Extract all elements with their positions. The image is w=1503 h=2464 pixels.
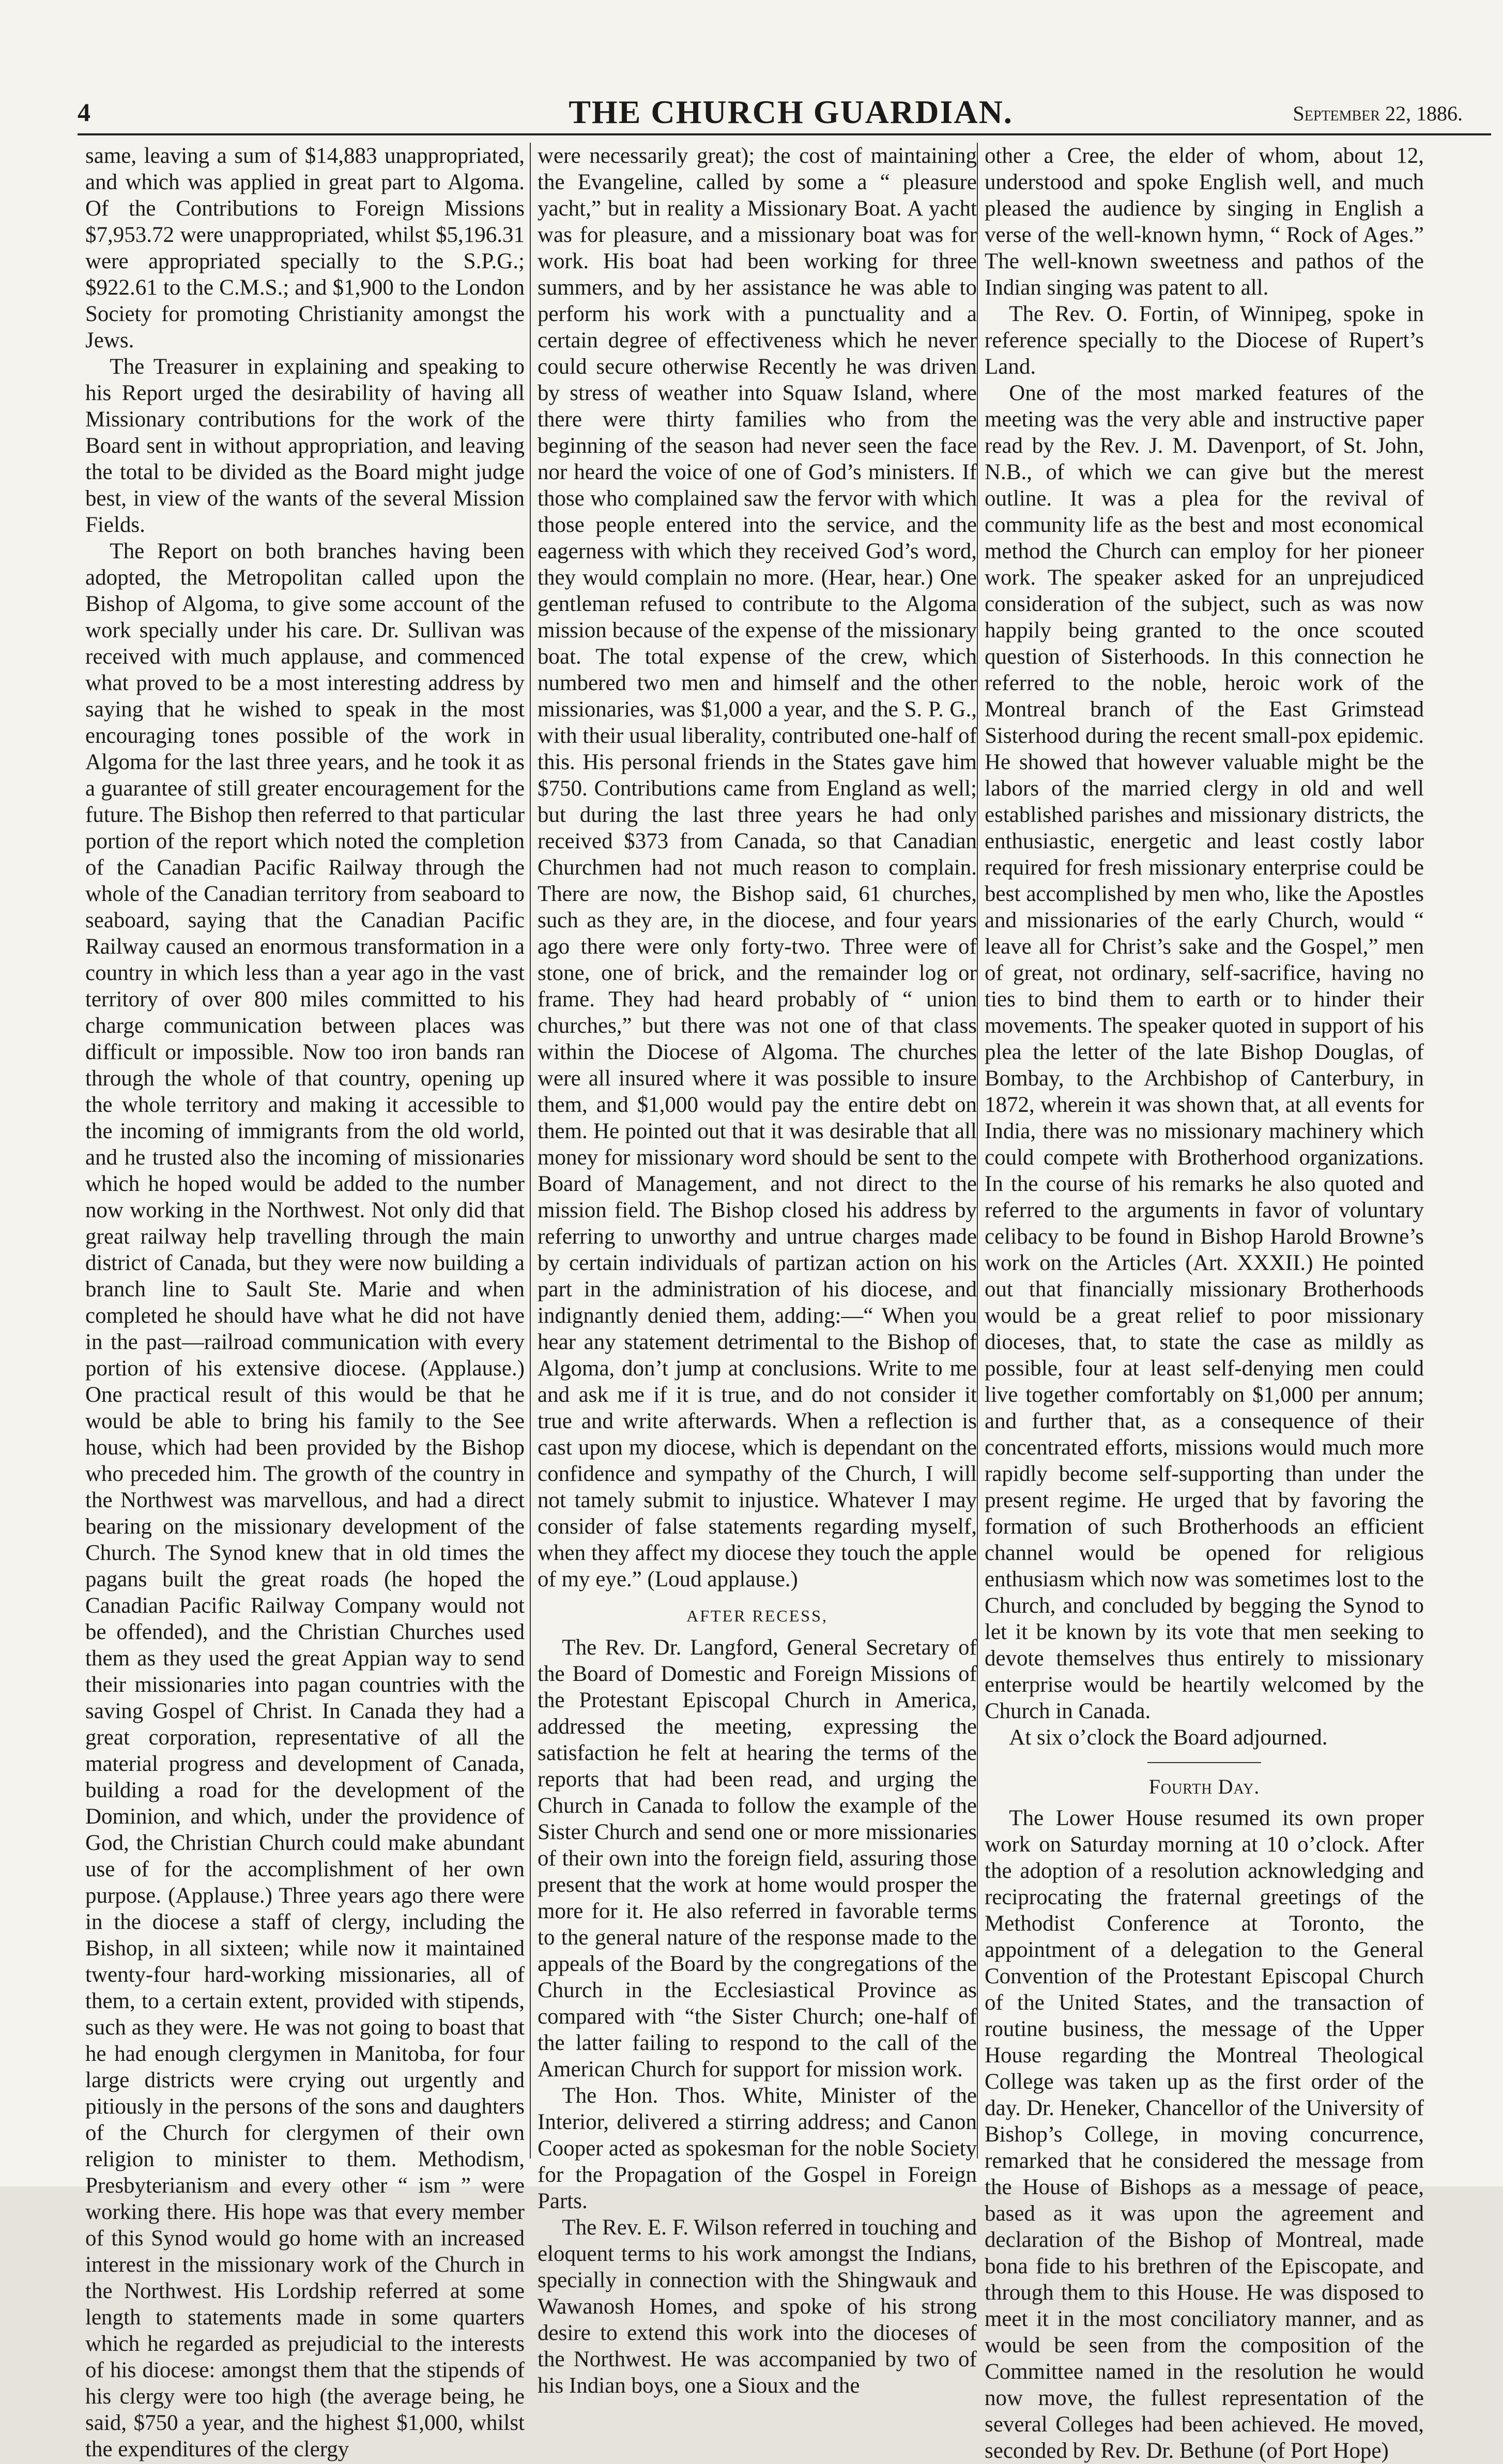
paragraph: other a Cree, the elder of whom, about 12, understood and spoke English well, and much pleased the audience by singing in English a verse of the well-known hymn, “ Rock of Ages.” The well-known sweetness and pathos of the Indian singing was patent to all. [985, 144, 1424, 300]
issue-date: September 22, 1886. [1293, 102, 1463, 125]
newspaper-title: THE CHURCH GUARDIAN. [569, 94, 1013, 130]
paragraph: At six o’clock the Board adjourned. [1009, 1725, 1328, 1750]
paragraph: same, leaving a sum of $14,883 unappropriated, and which was applied in great part to Algoma. Of the Contributions to Foreign Missions $7,953.72 were unappropriated, whilst $5,196.31 were appropriated specially to the S.P.G.; $922.61 to the C.M.S.; and $1,900 to the London Society for promoting Christianity amongst the Jews. [85, 144, 525, 353]
column-divider [977, 143, 978, 2159]
masthead [78, 93, 1503, 134]
column-divider [530, 143, 531, 2159]
article-column-1 [85, 143, 525, 2462]
paragraph: The Rev. E. F. Wilson referred in touching and eloquent terms to his work amongst the Indians, specially in connection with the Shingwauk and Wawanosh Homes, and spoke of his strong desire to extend this work into the dioceses of the Northwest. He was accompanied by two of his Indian boys, one a Sioux and the [538, 2215, 977, 2398]
paragraph: The Rev. Dr. Langford, General Secretary of the Board of Domestic and Foreign Missions of the Protestant Episcopal Church in America, addressed the meeting, expressing the satisfaction he felt at hearing the terms of the reports that had been read, and urging the Church in Canada to follow the example of the Sister Church and send one or more missionaries of their own into the foreign field, assuring those present that the work at home would prosper the more for it. He also referred in favorable terms to the general nature of the response made to the appeals of the Board by the congregations of the Church in the Ecclesiastical Province as compared with “the Sister Church; one-half of the latter failing to respond to the call of the American Church for support for mission work. [538, 1635, 977, 2082]
paragraph: The Treasurer in explaining and speaking to his Report urged the desirability of having all Missionary contributions for the work of the Board sent in without appropriation, and leaving the total to be divided as the Board might judge best, in view of the wants of the several Mission Fields. [85, 355, 525, 537]
paragraph: The Rev. O. Fortin, of Winnipeg, spoke in reference specially to the Diocese of Rupert’s Land. [985, 302, 1424, 379]
article-column-3 [985, 143, 1424, 2464]
section-rule [1147, 1762, 1261, 1763]
paragraph: One of the most marked features of the meeting was the very able and instructive paper read by the Rev. J. M. Davenport, of St. John, N.B., of which we can give but the merest outline. It was a plea for the revival of community life as the best and most economical method the Church can employ for her pioneer work. The speaker asked for an unprejudiced consideration of the subject, such as was now happily being granted to the once scouted question of Sisterhoods. In this connection he referred to the noble, heroic work of the Montreal branch of the East Grimstead Sisterhood during the recent small-pox epidemic. He showed that however valuable might be the labors of the married clergy in old and well established parishes and missionary districts, the enthusiastic, energetic and least costly labor required for fresh missionary enterprise could be best accomplished by men who, like the Apostles and missionaries of the early Church, would “ leave all for Christ’s sake and the Gospel,” men of great, not ordinary, self-sacrifice, having no ties to bind them to earth or to hinder their movements. The speaker quoted in support of his plea the letter of the late Bishop Douglas, of Bombay, to the Archbishop of Canterbury, in 1872, wherein it was shown that, at all events for India, there was no missionary machinery which could compete with Brotherhood organizations. In the course of his remarks he also quoted and referred to the arguments in favor of voluntary celibacy to be found in Bishop Harold Browne’s work on the Articles (Art. XXXII.) He pointed out that financially missionary Brotherhoods would be a great relief to poor missionary dioceses, that, to state the case as mildly as possible, four at least self-denying men could live together comfortably on $1,000 per annum; and further that, as a consequence of their concentrated efforts, missions would much more rapidly become self-supporting than under the present regime. He urged that by favoring the formation of such Brotherhoods an efficient channel would be opened for religious enthusiasm which now was sometimes lost to the Church, and concluded by begging the Synod to let it be known by its vote that men seeking to devote themselves thus entirely to missionary enterprise would be heartily welcomed by the Church in Canada. [985, 381, 1424, 1723]
page-number: 4 [78, 98, 90, 127]
section-heading: AFTER RECESS, [686, 1606, 828, 1625]
paragraph: The Lower House resumed its own proper work on Saturday morning at 10 o’clock. After the adoption of a resolution acknowledging and reciprocating the fraternal greetings of the Methodist Conference at Toronto, the appointment of a delegation to the General Convention of the Protestant Episcopal Church of the United States, and the transaction of routine business, the message of the Upper House regarding the Montreal Theological College was taken up as the first order of the day. Dr. Heneker, Chancellor of the University of Bishop’s College, in moving concurrence, remarked that he considered the message from the House of Bishops as a message of peace, based as it was upon the agreement and declaration of the Bishop of Montreal, made bona fide to his brethren of the Episcopate, and through them to this House. He was disposed to meet it in the most conciliatory manner, and as would be seen from the composition of the Committee named in the resolution he would now move, the fullest representation of the several Colleges had been achieved. He moved, seconded by Rev. Dr. Bethune (of Port Hope) [985, 1806, 1424, 2463]
paragraph: The Hon. Thos. White, Minister of the Interior, delivered a stirring address; and Canon Cooper acted as spokesman for the noble Society for the Propagation of the Gospel in Foreign Parts. [538, 2084, 977, 2213]
paragraph: were necessarily great); the cost of maintaining the Evangeline, called by some a “ pleasure yacht,” but in reality a Missionary Boat. A yacht was for pleasure, and a missionary boat was for work. His boat had been working for three summers, and by her assistance he was able to perform his work with a punctuality and a certain degree of effectiveness which he never could secure otherwise Recently he was driven by stress of weather into Squaw Island, where there were thirty families who from the beginning of the season had never seen the face nor heard the voice of one of God’s ministers. If those who complained saw the fervor with which those people entered into the service, and the eagerness with which they received God’s word, they would complain no more. (Hear, hear.) One gentleman refused to contribute to the Algoma mission because of the expense of the missionary boat. The total expense of the crew, which numbered two men and himself and the other missionaries, was $1,000 a year, and the S. P. G., with their usual liberality, contributed one-half of this. His personal friends in the States gave him $750. Contributions came from England as well; but during the last three years he had only received $373 from Canada, so that Canadian Churchmen had not much reason to complain. There are now, the Bishop said, 61 churches, such as they are, in the diocese, and four years ago there were only forty-two. Three were of stone, one of brick, and the remainder log or frame. They had heard probably of “ union churches,” but there was not one of that class within the Diocese of Algoma. The churches were all insured where it was possible to insure them, and $1,000 would pay the entire debt on them. He pointed out that it was desirable that all money for missionary word should be sent to the Board of Management, and not direct to the mission field. The Bishop closed his address by referring to unworthy and untrue charges made by certain individuals of partizan action on his part in the administration of his diocese, and indignantly denied them, adding:—“ When you hear any statement detrimental to the Bishop of Algoma, don’t jump at conclusions. Write to me and ask me if it is true, and do not consider it true and write afterwards. When a reflection is cast upon my diocese, which is dependant on the confidence and sympathy of the Church, I will not tamely submit to injustice. Whatever I may consider of false statements regarding myself, when they affect my diocese they touch the apple of my eye.” (Loud applause.) [538, 144, 977, 1591]
paragraph: The Report on both branches having been adopted, the Metropolitan called upon the Bishop of Algoma, to give some account of the work specially under his care. Dr. Sullivan was received with much applause, and commenced what proved to be a most interesting address by saying that he wished to speak in the most encouraging tones possible of the work in Algoma for the last three years, and he took it as a guarantee of still greater encouragement for the future. The Bishop then referred to that particular portion of the report which noted the completion of the Canadian Pacific Railway through the whole of the Canadian territory from seaboard to seaboard, saying that the Canadian Pacific Railway caused an enormous transformation in a country in which less than a year ago in the vast territory of over 800 miles committed to his charge communication between places was difficult or impossible. Now too iron bands ran through the whole of that country, opening up the whole territory and making it accessible to the incoming of immigrants from the old world, and he trusted also the incoming of missionaries which he hoped would be added to the number now working in the Northwest. Not only did that great railway help travelling through the main district of Canada, but they were now building a branch line to Sault Ste. Marie and when completed he should have what he did not have in the past—railroad communication with every portion of his extensive diocese. (Applause.) One practical result of this would be that he would be able to bring his family to the See house, which had been provided by the Bishop who preceded him. The growth of the country in the Northwest was marvellous, and had a direct bearing on the missionary development of the Church. The Synod knew that in old times the pagans built the great roads (he hoped the Canadian Pacific Railway Company would not be offended), and the Christian Churches used them as they used the great Appian way to send their missionaries into pagan countries with the saving Gospel of Christ. In Canada they had a great corporation, representative of all the material progress and development of Canada, building a road for the development of the Dominion, and which, under the providence of God, the Christian Church could make abundant use of for the accomplishment of her own purpose. (Applause.) Three years ago there were in the diocese a staff of clergy, including the Bishop, in all sixteen; while now it maintained twenty-four hard-working missionaries, all of them, to a certain extent, provided with stipends, such as they were. He was not going to boast that he had enough clergymen in Manitoba, for four large districts were crying out urgently and pitiously in the persons of the sons and daughters of the Church for clergymen of their own religion to minister to them. Methodism, Presbyterianism and every other “ ism ” were working there. His hope was that every member of this Synod would go home with an increased interest in the missionary work of the Church in the Northwest. His Lordship referred at some length to statements made in some quarters which he regarded as prejudicial to the interests of his diocese: amongst them that the stipends of his clergy were too high (the average being, he said, $750 a year, and the highest $1,000, whilst the expenditures of the clergy [85, 539, 525, 2461]
section-heading: Fourth Day. [1148, 1775, 1260, 1798]
header-rule [78, 133, 1491, 135]
article-column-2 [538, 143, 977, 2399]
